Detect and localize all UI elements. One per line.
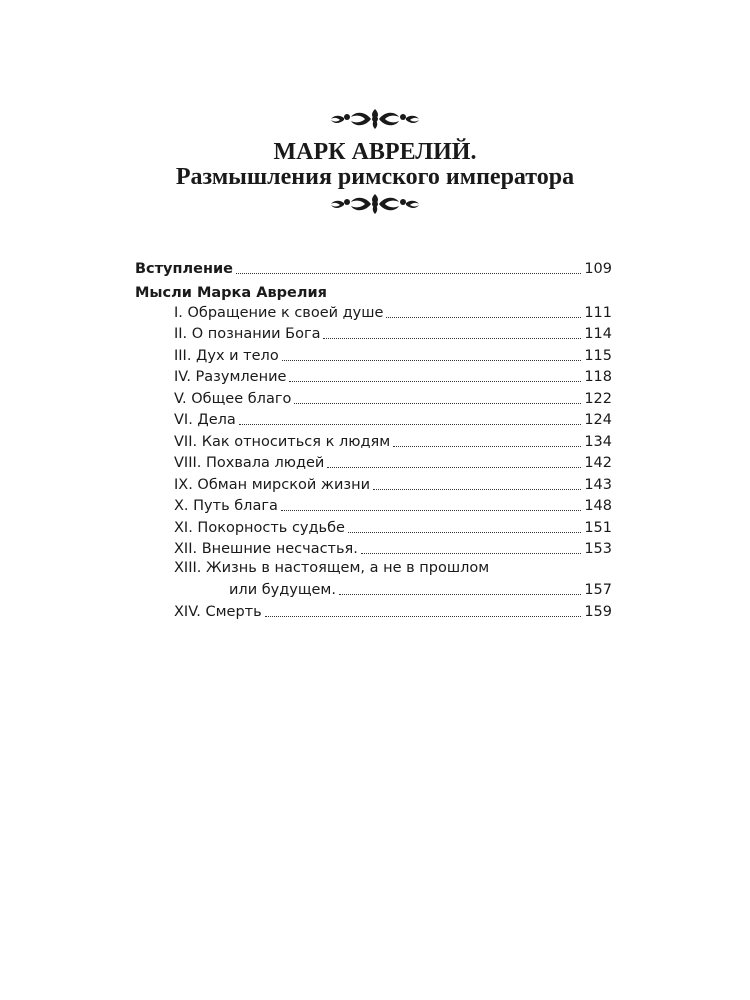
dot-leader [289,381,581,382]
dot-leader [327,467,581,468]
toc-entry-label: IX. Обман мирской жизни [174,477,370,493]
toc-page-number: 142 [584,455,612,471]
toc-entry[interactable] [174,496,612,516]
fleuron-ornament-icon [325,190,425,218]
toc-page-number: 143 [584,477,612,493]
toc-page-number: 157 [584,582,612,598]
toc-page-number: 114 [584,326,612,342]
toc-section-heading: Мысли Марка Аврелия [135,285,327,301]
dot-leader [294,403,581,404]
toc-entry[interactable] [174,518,612,538]
dot-leader [373,489,581,490]
dot-leader [281,510,581,511]
toc-entry-label: или будущем. [229,582,336,598]
dot-leader [386,317,581,318]
book-subtitle: Размышления римского императора [175,164,575,190]
toc-entry-label: VII. Как относиться к людям [174,434,391,450]
toc-entry[interactable] [174,539,612,559]
toc-entry[interactable] [174,303,612,323]
toc-entry[interactable] [174,346,612,366]
toc-page-number: 111 [584,305,612,321]
toc-entry-label: X. Путь блага [174,498,278,514]
dot-leader [323,338,581,339]
toc-entry[interactable] [174,367,612,387]
toc-entry-label: II. О познании Бога [174,326,321,342]
toc-entry[interactable] [174,453,612,473]
toc-page-number: 118 [584,369,612,385]
toc-entry-label: I. Обращение к своей душе [174,305,384,321]
toc-entry-label-line1[interactable]: XIII. Жизнь в настоящем, а не в прошлом [174,560,490,576]
toc-entry-label: VI. Дела [174,412,236,428]
toc-page-number: 124 [584,412,612,428]
dot-leader [361,553,581,554]
toc-page-number: 122 [584,391,612,407]
dot-leader [239,424,581,425]
toc-page-number: 115 [584,348,612,364]
toc-page-number: 159 [584,604,612,620]
toc-entry[interactable] [174,324,612,344]
toc-entry[interactable] [174,432,612,452]
toc-page-number: 148 [584,498,612,514]
toc-entry[interactable] [229,580,612,600]
dot-leader [265,616,582,617]
dot-leader [339,594,581,595]
toc-entry-label: Вступление [135,261,233,277]
toc-entry[interactable] [174,410,612,430]
dot-leader [348,532,581,533]
toc-page-number: 151 [584,520,612,536]
toc-entry-label: V. Общее благо [174,391,292,407]
toc-entry[interactable] [174,475,612,495]
book-title: МАРК АВРЕЛИЙ. [273,139,477,165]
toc-entry-label: III. Дух и тело [174,348,279,364]
dot-leader [393,446,581,447]
toc-entry-label: XII. Внешние несчастья. [174,541,358,557]
dot-leader [236,273,581,274]
toc-page-number: 153 [584,541,612,557]
toc-entry-label: XIV. Смерть [174,604,262,620]
toc-entry[interactable] [174,389,612,409]
toc-entry[interactable] [174,602,612,622]
toc-entry-label: XI. Покорность судьбе [174,520,345,536]
dot-leader [282,360,582,361]
toc-entry-label: VIII. Похвала людей [174,455,325,471]
toc-entry-label: IV. Разумление [174,369,287,385]
fleuron-ornament-icon [325,105,425,133]
toc-page-number: 134 [584,434,612,450]
toc-entry-intro[interactable] [135,259,612,279]
toc-page-number: 109 [584,261,612,277]
